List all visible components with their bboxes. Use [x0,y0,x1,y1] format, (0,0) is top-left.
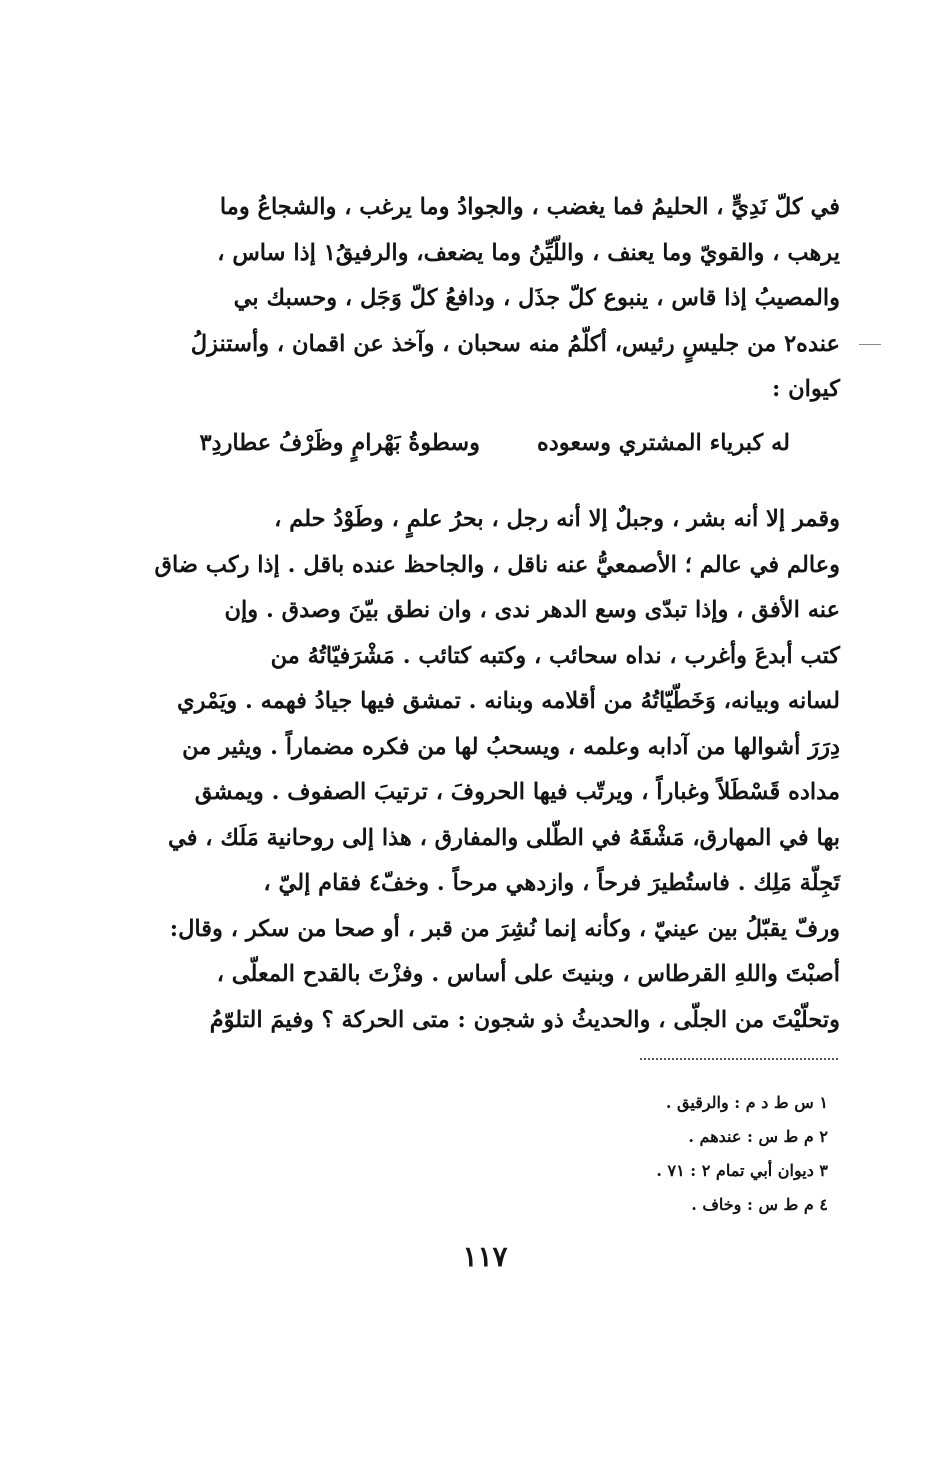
text-line: وتحلّيْتَ من الجلّى ، والحديثُ ذو شجون : متى الحركة ؟ وفيمَ التلوّمُ [209,1006,840,1033]
text-line: دِرَرَ أشوالها من آدابه وعلمه ، ويسحبُ لها من فكره مضماراً . ويثير من [182,733,840,760]
text-line: عنده٢ من جليسٍ رئيس، أكلّمُ منه سحبان ، وآخذ عن اقمان ، وأستنزلُ [190,330,840,357]
text-line: عنه الأفق ، وإذا تبدّى وسع الدهر ندى ، وان نطق بيّنَ وصدق . وإن [224,597,840,623]
text-line: بها في المهارق، مَشْقَهُ في الطّلى والمفارق ، هذا إلى روحانية مَلَك ، في [167,824,840,851]
text-line: يرهب ، والقويّ وما يعنف ، واللّيِّنُ وما يضعف، والرفيقُ١ إذا ساس ، [217,239,840,266]
text-line: مداده قَسْطَلاً وغباراً ، ويرتّب فيها الحروفَ ، ترتيبَ الصفوف . ويمشق [194,779,840,805]
text-line: كيوان : [771,376,840,402]
text-line: ورفّ يقبّلُ بين عينيّ ، وكأنه إنما نُشِرَ من قبر ، أو صحا من سكر ، وقال: [169,915,840,942]
margin-mark [859,344,881,345]
text-line: وعالم في عالم ؛ الأصمعيُّ عنه ناقل ، والجاحظ عنده باقل . إذا ركب ضاق [154,551,840,578]
verse-first-hemistich: له كبرياء المشتري وسعوده [536,430,790,456]
page-number: ١١٧ [462,1240,508,1273]
footnote-4: ٤ م ط س : وخاف . [691,1195,828,1214]
text-line: وقمر إلا أنه بشر ، وجبلٌ إلا أنه رجل ، بحرُ علمٍ ، وطَوْدُ حلم ، [274,506,840,532]
footnotes [560,1086,828,1222]
footnote-2: ٢ م ط س : عندهم . [688,1127,828,1146]
footnote-3: ٣ ديوان أبي تمام ٢ : ٧١ . [656,1161,828,1180]
text-line: في كلّ نَدِيٍّ ، الحليمُ فما يغضب ، والجوادُ وما يرغب ، والشجاعُ وما [219,194,840,220]
verse-second-hemistich: وسطوةُ بَهْرامٍ وظَرْفُ عطاردِ٣ [199,430,480,456]
text-line: والمصيبُ إذا قاس ، ينبوع كلّ جذَل ، ودافعُ كلّ وَجَل ، وحسبك بي [233,285,840,311]
paragraph-2 [150,497,840,1043]
footnote-1: ١ س ط د م : والرقيق . [665,1093,828,1112]
text-line: أصبْتَ واللهِ القرطاس ، وبنيتَ على أساس . وفزْتَ بالقدح المعلّى ، [216,961,840,987]
text-line: تَجِلّة مَلِك . فاستُطيرَ فرحاً ، وازدهي مرحاً . وخفّ٤ فقام إليّ ، [263,870,840,896]
paragraph-1 [150,185,840,413]
footnote-divider [640,1058,838,1060]
text-line: لسانه وبيانه، وَخَطّيّاتُهُ من أقلامه وبنانه . تمشق فيها جيادُ فهمه . ويَمْري [177,688,840,714]
text-line: كتب أبدعَ وأغرب ، نداه سحائب ، وكتبه كتائب . مَشْرَفيّاتُهُ من [270,642,840,669]
